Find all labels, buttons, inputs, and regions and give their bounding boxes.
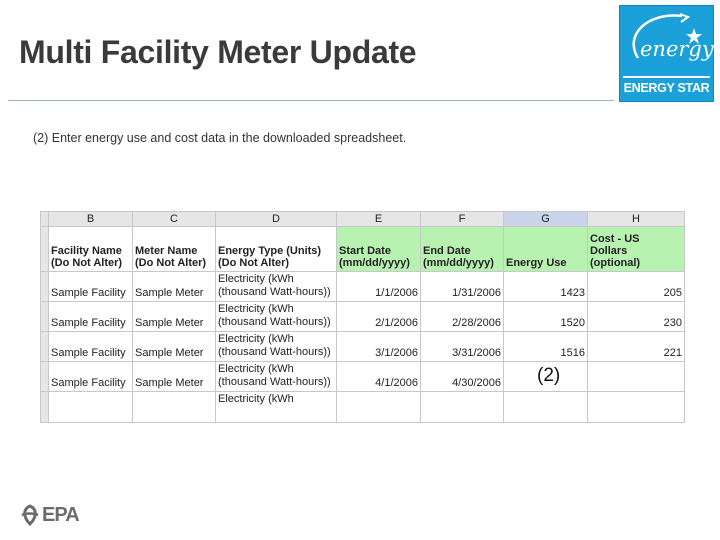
slide-title: Multi Facility Meter Update — [19, 34, 417, 70]
header-line: Start Date — [339, 245, 391, 257]
cell-line: Electricity (kWh — [218, 363, 294, 375]
epa-wordmark: EPA — [42, 504, 79, 526]
energy-type-cell[interactable] — [216, 272, 337, 302]
column-header-row — [41, 212, 685, 227]
table-row — [41, 362, 685, 392]
header-line: (optional) — [590, 257, 641, 269]
cell-line: Electricity (kWh — [218, 273, 294, 285]
cost-cell[interactable]: 230 — [588, 302, 685, 332]
meter-cell[interactable] — [133, 392, 216, 423]
meter-cell[interactable]: Sample Meter — [133, 272, 216, 302]
energy-use-cell[interactable]: 1516 — [504, 332, 588, 362]
column-letter-d[interactable]: D — [216, 212, 337, 227]
header-line: Energy Type (Units) — [218, 245, 322, 257]
energy-star-logo — [619, 5, 714, 102]
epa-flower-icon — [19, 503, 41, 527]
energy-star-label: ENERGY STAR — [623, 76, 710, 98]
energy-type-cell[interactable] — [216, 332, 337, 362]
header-line: (Do Not Alter) — [135, 257, 207, 269]
start-date-cell[interactable]: 2/1/2006 — [337, 302, 421, 332]
table-row — [41, 302, 685, 332]
header-line: Energy Use — [506, 257, 567, 269]
cost-cell[interactable] — [588, 362, 685, 392]
end-date-cell[interactable]: 2/28/2006 — [421, 302, 504, 332]
end-date-header[interactable] — [421, 227, 504, 272]
cell-line: Electricity (kWh — [218, 333, 294, 345]
row-header[interactable] — [41, 272, 49, 302]
energy-script: energy — [640, 37, 714, 61]
end-date-cell[interactable] — [421, 392, 504, 423]
meter-name-header[interactable] — [133, 227, 216, 272]
end-date-cell[interactable]: 3/31/2006 — [421, 332, 504, 362]
end-date-cell[interactable]: 1/31/2006 — [421, 272, 504, 302]
cell-line: (thousand Watt-hours)) — [218, 286, 331, 298]
instruction-text: (2) Enter energy use and cost data in the downloaded spreadsheet. — [33, 131, 407, 145]
column-letter-h[interactable]: H — [588, 212, 685, 227]
facility-cell[interactable] — [49, 392, 133, 423]
row-header[interactable] — [41, 227, 49, 272]
header-line: Dollars — [590, 245, 628, 257]
header-line: Cost - US — [590, 233, 640, 245]
title-divider — [8, 100, 614, 101]
cost-cell[interactable]: 221 — [588, 332, 685, 362]
meter-cell[interactable]: Sample Meter — [133, 332, 216, 362]
column-letter-f[interactable]: F — [421, 212, 504, 227]
energy-star-mark-icon — [620, 6, 715, 78]
table-row — [41, 332, 685, 362]
column-letter-b[interactable]: B — [49, 212, 133, 227]
meter-cell[interactable]: Sample Meter — [133, 362, 216, 392]
column-letter-e[interactable]: E — [337, 212, 421, 227]
energy-type-cell[interactable]: Electricity (kWh — [216, 392, 337, 423]
energy-use-cell[interactable]: 1423 — [504, 272, 588, 302]
row-header[interactable] — [41, 362, 49, 392]
start-date-header[interactable] — [337, 227, 421, 272]
step-annotation: (2) — [537, 365, 561, 386]
end-date-cell[interactable]: 4/30/2006 — [421, 362, 504, 392]
facility-cell[interactable]: Sample Facility — [49, 302, 133, 332]
cost-header[interactable] — [588, 227, 685, 272]
field-header-row — [41, 227, 685, 272]
header-line: End Date — [423, 245, 471, 257]
facility-name-header[interactable] — [49, 227, 133, 272]
column-letter-g[interactable]: G — [504, 212, 588, 227]
cost-cell[interactable] — [588, 392, 685, 423]
cell-line: Electricity (kWh — [218, 303, 294, 315]
table-row — [41, 272, 685, 302]
header-line: (mm/dd/yyyy) — [423, 257, 494, 269]
energy-use-cell[interactable] — [504, 392, 588, 423]
header-line: Meter Name — [135, 245, 198, 257]
start-date-cell[interactable]: 4/1/2006 — [337, 362, 421, 392]
cell-line: (thousand Watt-hours)) — [218, 316, 331, 328]
cell-line: (thousand Watt-hours)) — [218, 376, 331, 388]
facility-cell[interactable]: Sample Facility — [49, 272, 133, 302]
spreadsheet — [40, 211, 685, 405]
energy-type-header[interactable] — [216, 227, 337, 272]
energy-use-header[interactable] — [504, 227, 588, 272]
meter-cell[interactable]: Sample Meter — [133, 302, 216, 332]
cell-line: (thousand Watt-hours)) — [218, 346, 331, 358]
energy-type-cell[interactable] — [216, 362, 337, 392]
corner-cell[interactable] — [41, 212, 49, 227]
row-header[interactable] — [41, 302, 49, 332]
epa-logo — [19, 503, 89, 527]
header-line: (mm/dd/yyyy) — [339, 257, 410, 269]
table-row-partial — [41, 392, 685, 423]
cost-cell[interactable]: 205 — [588, 272, 685, 302]
header-line: (Do Not Alter) — [218, 257, 290, 269]
start-date-cell[interactable]: 1/1/2006 — [337, 272, 421, 302]
start-date-cell[interactable] — [337, 392, 421, 423]
header-line: (Do Not Alter) — [51, 257, 123, 269]
row-header[interactable] — [41, 332, 49, 362]
column-letter-c[interactable]: C — [133, 212, 216, 227]
energy-use-cell[interactable]: 1520 — [504, 302, 588, 332]
start-date-cell[interactable]: 3/1/2006 — [337, 332, 421, 362]
row-header[interactable] — [41, 392, 49, 423]
header-line: Facility Name — [51, 245, 122, 257]
facility-cell[interactable]: Sample Facility — [49, 362, 133, 392]
energy-type-cell[interactable] — [216, 302, 337, 332]
facility-cell[interactable]: Sample Facility — [49, 332, 133, 362]
